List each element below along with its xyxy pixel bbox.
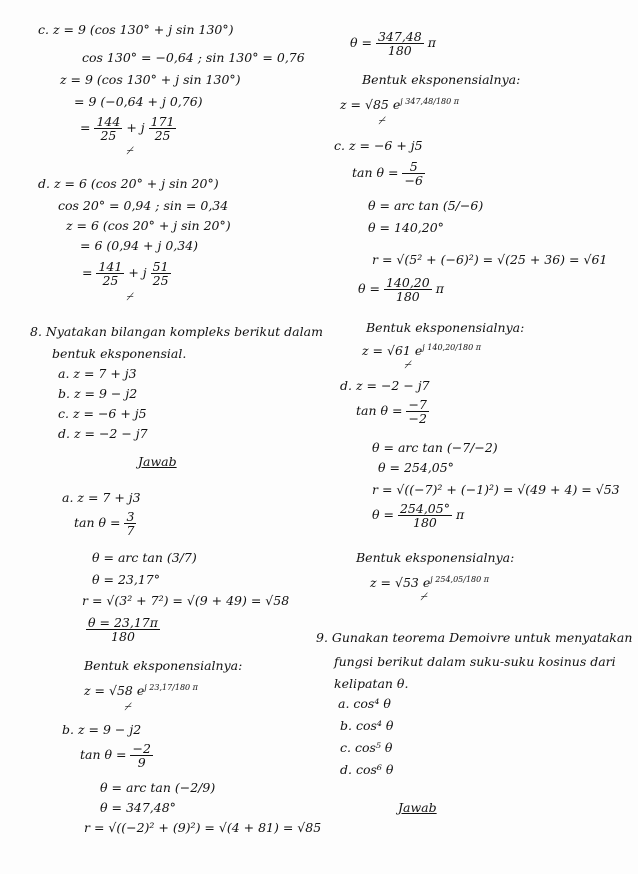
rc-tan-label: tan θ = [352,165,399,180]
rb-theta-radians [350,30,436,57]
a-tan-den: 7 [126,523,135,538]
rc-theta-arctan: θ = arc tan (5/−6) [368,198,484,213]
rc-theta-den: 180 [395,289,420,304]
a-theta-frac [86,616,160,643]
d-z3-den2: 25 [152,273,169,288]
a-tan-num: 3 [126,509,135,524]
d-z3-num1: 141 [98,259,123,274]
rc-theta-pi: π [435,281,444,296]
end-mark-icon: ⌿ [126,144,133,157]
rc-theta-radians [358,276,444,303]
jawab-label: Jawab [138,454,177,469]
q9-text-line3: kelipatan θ. [334,676,409,691]
a-heading: a. z = 7 + j3 [62,490,141,505]
q8-item-c: c. z = −6 + j5 [58,406,147,421]
a-exponential-form [84,680,198,698]
rb-z-base: z = √85 e [340,97,401,113]
a-bentuk-label: Bentuk eksponensialnya: [84,658,243,673]
q9-item-c: c. cos⁵ θ [340,740,393,755]
q9-text-line1: 9. Gunakan teorema Demoivre untuk menyatakan [316,630,633,645]
q8-item-b: b. z = 9 − j2 [58,386,138,401]
rc-theta-num: 140,20 [385,275,430,290]
rd-modulus: r = √((−7)² + (−1)²) = √(49 + 4) = √53 [372,482,620,497]
c-z3-num1: 144 [96,114,121,129]
rd-tan [356,398,429,425]
rb-z-exponent: j 347,48/180 π [400,97,460,106]
rd-theta-den: 180 [413,515,437,530]
b-theta-arctan: θ = arc tan (−2/9) [100,780,216,795]
c-z3-plus-j: + j [126,120,145,135]
rb-theta-pi: π [427,35,436,50]
c-z3-frac1 [94,115,122,142]
q9-item-d: d. cos⁶ θ [340,762,394,777]
d-cos-values: cos 20° = 0,94 ; sin = 0,34 [58,198,229,213]
d-z3-num2: 51 [152,259,169,274]
b-tan [80,742,153,769]
rc-tan-num: 5 [402,160,424,174]
d-heading: d. z = 6 (cos 20° + j sin 20°) [38,176,219,191]
rc-modulus: r = √(5² + (−6)²) = √(25 + 36) = √61 [372,252,608,267]
a-z-exponent: j 23,17/180 π [144,683,198,692]
rd-theta-degrees: θ = 254,05° [378,460,454,475]
rb-theta-den: 180 [387,43,412,58]
rd-exponential-form [370,572,489,590]
d-z3-plus-j: + j [128,265,147,280]
rd-heading: d. z = −2 − j7 [340,378,430,393]
d-z3-den1: 25 [102,273,119,288]
b-modulus: r = √((−2)² + (9)²) = √(4 + 81) = √85 [84,820,322,835]
rd-tan-frac [406,398,428,425]
rb-exponential-form [340,94,459,112]
b-tan-frac [130,742,152,769]
rd-theta-radians [372,502,464,529]
c-z3-den1: 25 [100,128,117,143]
rc-theta-frac [384,276,432,303]
q8-text-line1: 8. Nyatakan bilangan kompleks berikut dalam [30,324,323,339]
rb-theta-label: θ = [350,35,372,50]
rd-bentuk-label: Bentuk eksponensialnya: [356,550,515,565]
a-tan-label: tan θ = [74,515,121,530]
rd-theta-label: θ = [372,507,394,522]
q8-item-a: a. z = 7 + j3 [58,366,137,381]
b-theta-degrees: θ = 347,48° [100,800,176,815]
a-theta-arctan: θ = arc tan (3/7) [92,550,197,565]
b-tan-label: tan θ = [80,747,127,762]
c-z-line2: = 9 (−0,64 + j 0,76) [74,94,203,109]
q9-item-a: a. cos⁴ θ [338,696,391,711]
rc-theta-degrees: θ = 140,20° [368,220,444,235]
c-z-line3 [80,115,176,142]
rd-theta-pi: π [455,507,465,522]
rd-theta-frac [398,502,452,529]
q9-text-line2: fungsi berikut dalam suku-suku kosinus dari [334,654,616,669]
end-mark-icon: ⌿ [378,114,385,127]
d-z3-frac2 [151,260,171,287]
a-tan-frac [124,510,136,537]
rb-theta-frac [376,30,424,57]
rd-z-base: z = √53 e [370,575,431,591]
c-z3-frac2 [149,115,177,142]
c-z3-den2: 25 [154,128,171,143]
rc-z-base: z = √61 e [362,343,423,359]
end-mark-icon: ⌿ [404,358,411,371]
c-heading: c. z = 9 (cos 130° + j sin 130°) [38,22,234,37]
rd-z-exponent: j 254,05/180 π [430,575,490,584]
a-theta-radians [86,616,160,643]
a-theta-degrees: θ = 23,17° [92,572,160,587]
a-theta-num: θ = 23,17π [88,615,158,630]
end-mark-icon: ⌿ [126,290,133,303]
b-tan-num: −2 [132,741,151,756]
jawab-label: Jawab [398,800,437,815]
a-theta-den: 180 [111,629,135,644]
c-z-line1: z = 9 (cos 130° + j sin 130°) [60,72,241,87]
c-z3-num2: 171 [150,114,175,129]
b-heading: b. z = 9 − j2 [62,722,142,737]
rd-tan-label: tan θ = [356,403,403,418]
rc-z-exponent: j 140,20/180 π [422,343,482,352]
rc-tan-den: −6 [404,173,423,188]
d-z-line1: z = 6 (cos 20° + j sin 20°) [66,218,231,233]
d-z3-equals: = [82,265,93,280]
rd-tan-den: −2 [408,411,427,426]
rb-bentuk-label: Bentuk eksponensialnya: [362,72,521,87]
c-z3-equals: = [80,120,91,135]
a-modulus: r = √(3² + 7²) = √(9 + 49) = √58 [82,593,290,608]
rc-heading: c. z = −6 + j5 [334,138,423,153]
rc-theta-label: θ = [358,281,380,296]
rc-bentuk-label: Bentuk eksponensialnya: [366,320,525,335]
a-tan [74,510,136,537]
d-z3-frac1 [96,260,124,287]
rd-theta-num: 254,05° [399,501,450,516]
rb-theta-num: 347,48 [377,29,422,44]
end-mark-icon: ⌿ [420,590,427,603]
q9-item-b: b. cos⁴ θ [340,718,394,733]
q8-item-d: d. z = −2 − j7 [58,426,148,441]
d-z-line2: = 6 (0,94 + j 0,34) [80,238,199,253]
a-z-base: z = √58 e [84,683,145,699]
rc-tan [352,160,425,187]
end-mark-icon: ⌿ [124,700,131,713]
q8-text-line2: bentuk eksponensial. [52,346,187,361]
d-z-line3 [82,260,171,287]
c-cos-values: cos 130° = −0,64 ; sin 130° = 0,76 [82,50,305,65]
rc-tan-frac [402,160,424,187]
rd-theta-arctan: θ = arc tan (−7/−2) [372,440,498,455]
rd-tan-num: −7 [408,397,427,412]
b-tan-den: 9 [137,755,146,770]
rc-exponential-form [362,340,481,358]
